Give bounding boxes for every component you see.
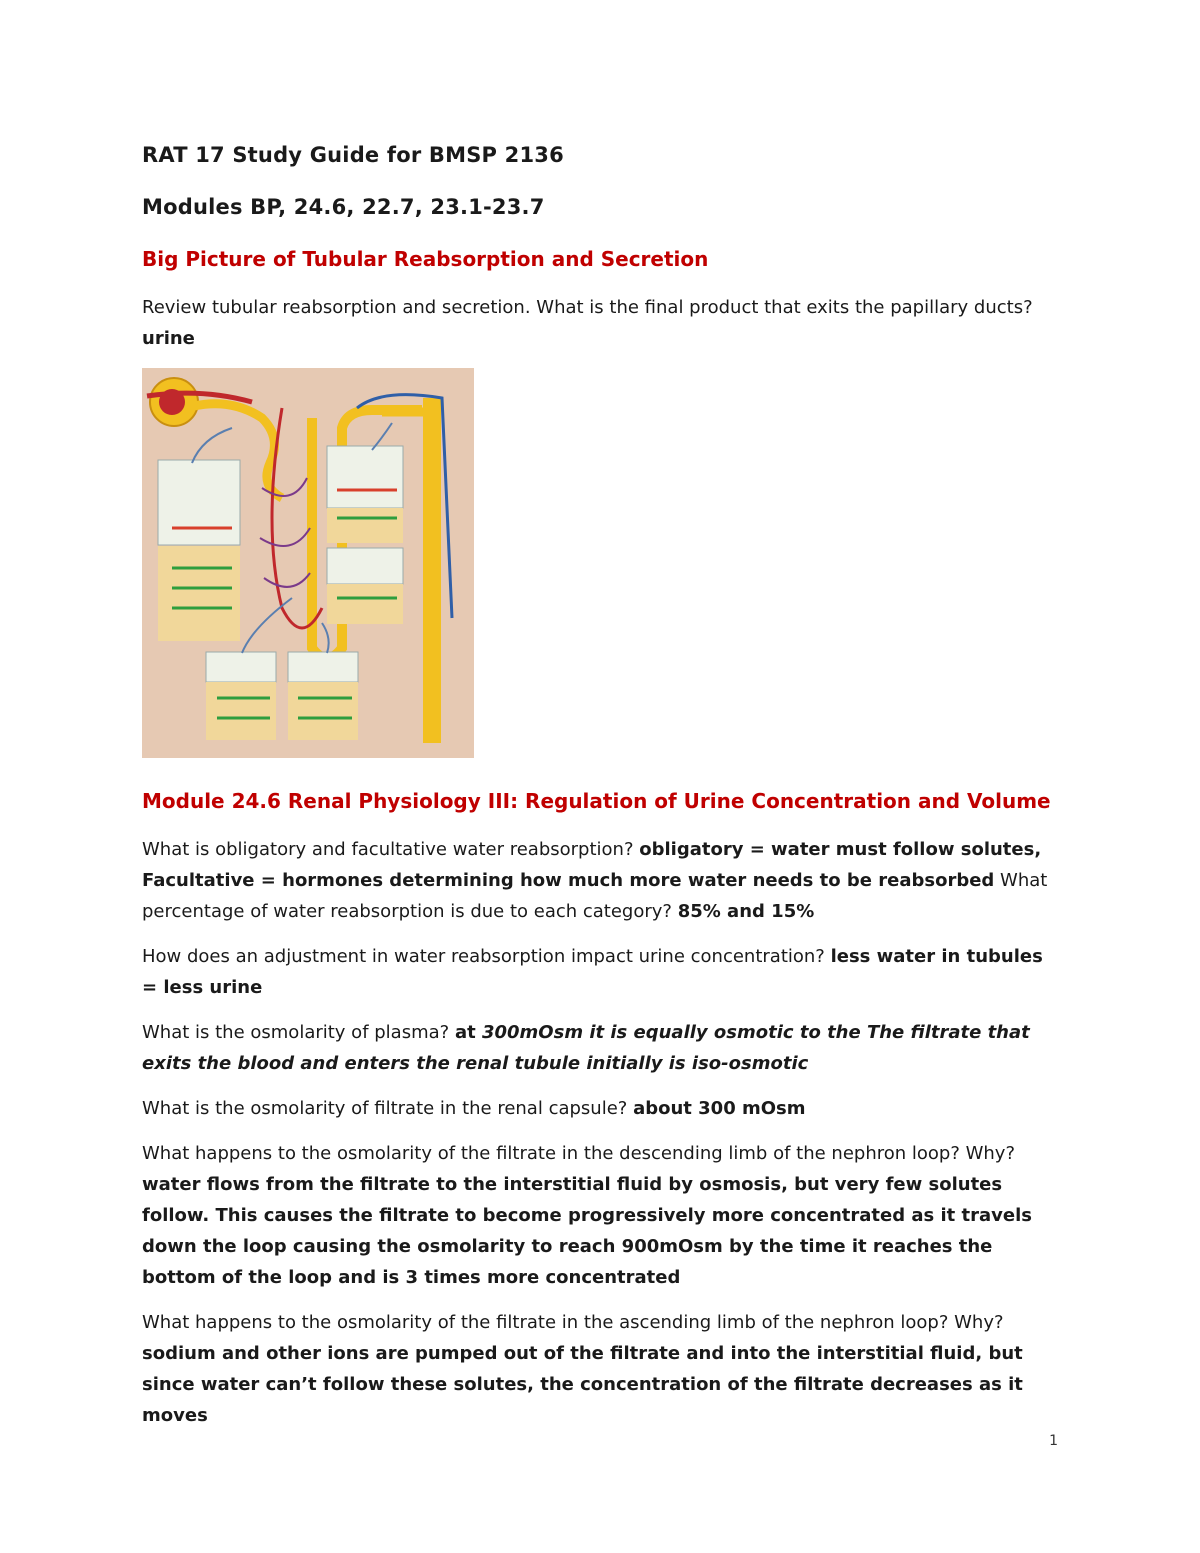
- question-text: How does an adjustment in water reabsorption impact urine concentration?: [142, 946, 831, 967]
- question-obligatory-facultative: [142, 834, 1062, 927]
- answer-text: at: [454, 1022, 482, 1043]
- question-text: What is the osmolarity of filtrate in the renal capsule?: [142, 1098, 634, 1119]
- question-text: What happens to the osmolarity of the filtrate in the ascending limb of the nephron loop? Why?: [142, 1312, 1004, 1333]
- answer-text: sodium and other ions are pumped out of the filtrate and into the interstitial fluid, but since water can’t follow these solutes, the concentration of the filtrate decreases as it moves: [142, 1343, 1023, 1426]
- question-text: What percentage of water reabsorption is due to each category?: [142, 870, 1048, 922]
- question-text: What happens to the osmolarity of the filtrate in the descending limb of the nephron loop? Why?: [142, 1143, 1016, 1164]
- answer-text: water flows from the filtrate to the interstitial fluid by osmosis, but very few solutes follow. This causes the filtrate to become progressively more concentrated as it travels down the loop causing the osmolarity to reach 900mOsm by the time it reaches the bottom of the loop and is 3 times more concentrated: [142, 1174, 1033, 1288]
- section-heading-big-picture: Big Picture of Tubular Reabsorption and Secretion: [142, 247, 709, 271]
- page-number: 1: [1049, 1433, 1058, 1449]
- question-final-product: [142, 292, 1062, 354]
- answer-text-italic: 300mOsm it is equally osmotic to the The filtrate that exits the blood and enters the renal tubule initially is iso-osmotic: [142, 1022, 1030, 1074]
- answer-text: 85% and 15%: [677, 901, 815, 922]
- question-text: Review tubular reabsorption and secretion. What is the final product that exits the papillary ducts?: [142, 297, 1033, 318]
- question-capsule-osmolarity: [142, 1093, 1062, 1124]
- section-heading-module-24-6: Module 24.6 Renal Physiology III: Regulation of Urine Concentration and Volume: [142, 789, 1051, 813]
- question-text: What is the osmolarity of plasma?: [142, 1022, 455, 1043]
- doc-title: RAT 17 Study Guide for BMSP 2136: [142, 143, 564, 167]
- question-text: What is obligatory and facultative water reabsorption?: [142, 839, 640, 860]
- answer-text: urine: [142, 328, 195, 349]
- document-body: [142, 140, 1062, 1445]
- question-descending-limb: [142, 1138, 1062, 1293]
- answer-text: obligatory = water must follow solutes, Facultative = hormones determining how much more water needs to be reabsorbed: [142, 839, 1042, 891]
- answer-text: about 300 mOsm: [633, 1098, 806, 1119]
- nephron-reabsorption-diagram: [142, 368, 474, 758]
- question-plasma-osmolarity: [142, 1017, 1062, 1079]
- question-urine-concentration: [142, 941, 1062, 1003]
- doc-subtitle: Modules BP, 24.6, 22.7, 23.1-23.7: [142, 195, 545, 219]
- answer-text: less water in tubules = less urine: [142, 946, 1043, 998]
- question-ascending-limb: [142, 1307, 1062, 1431]
